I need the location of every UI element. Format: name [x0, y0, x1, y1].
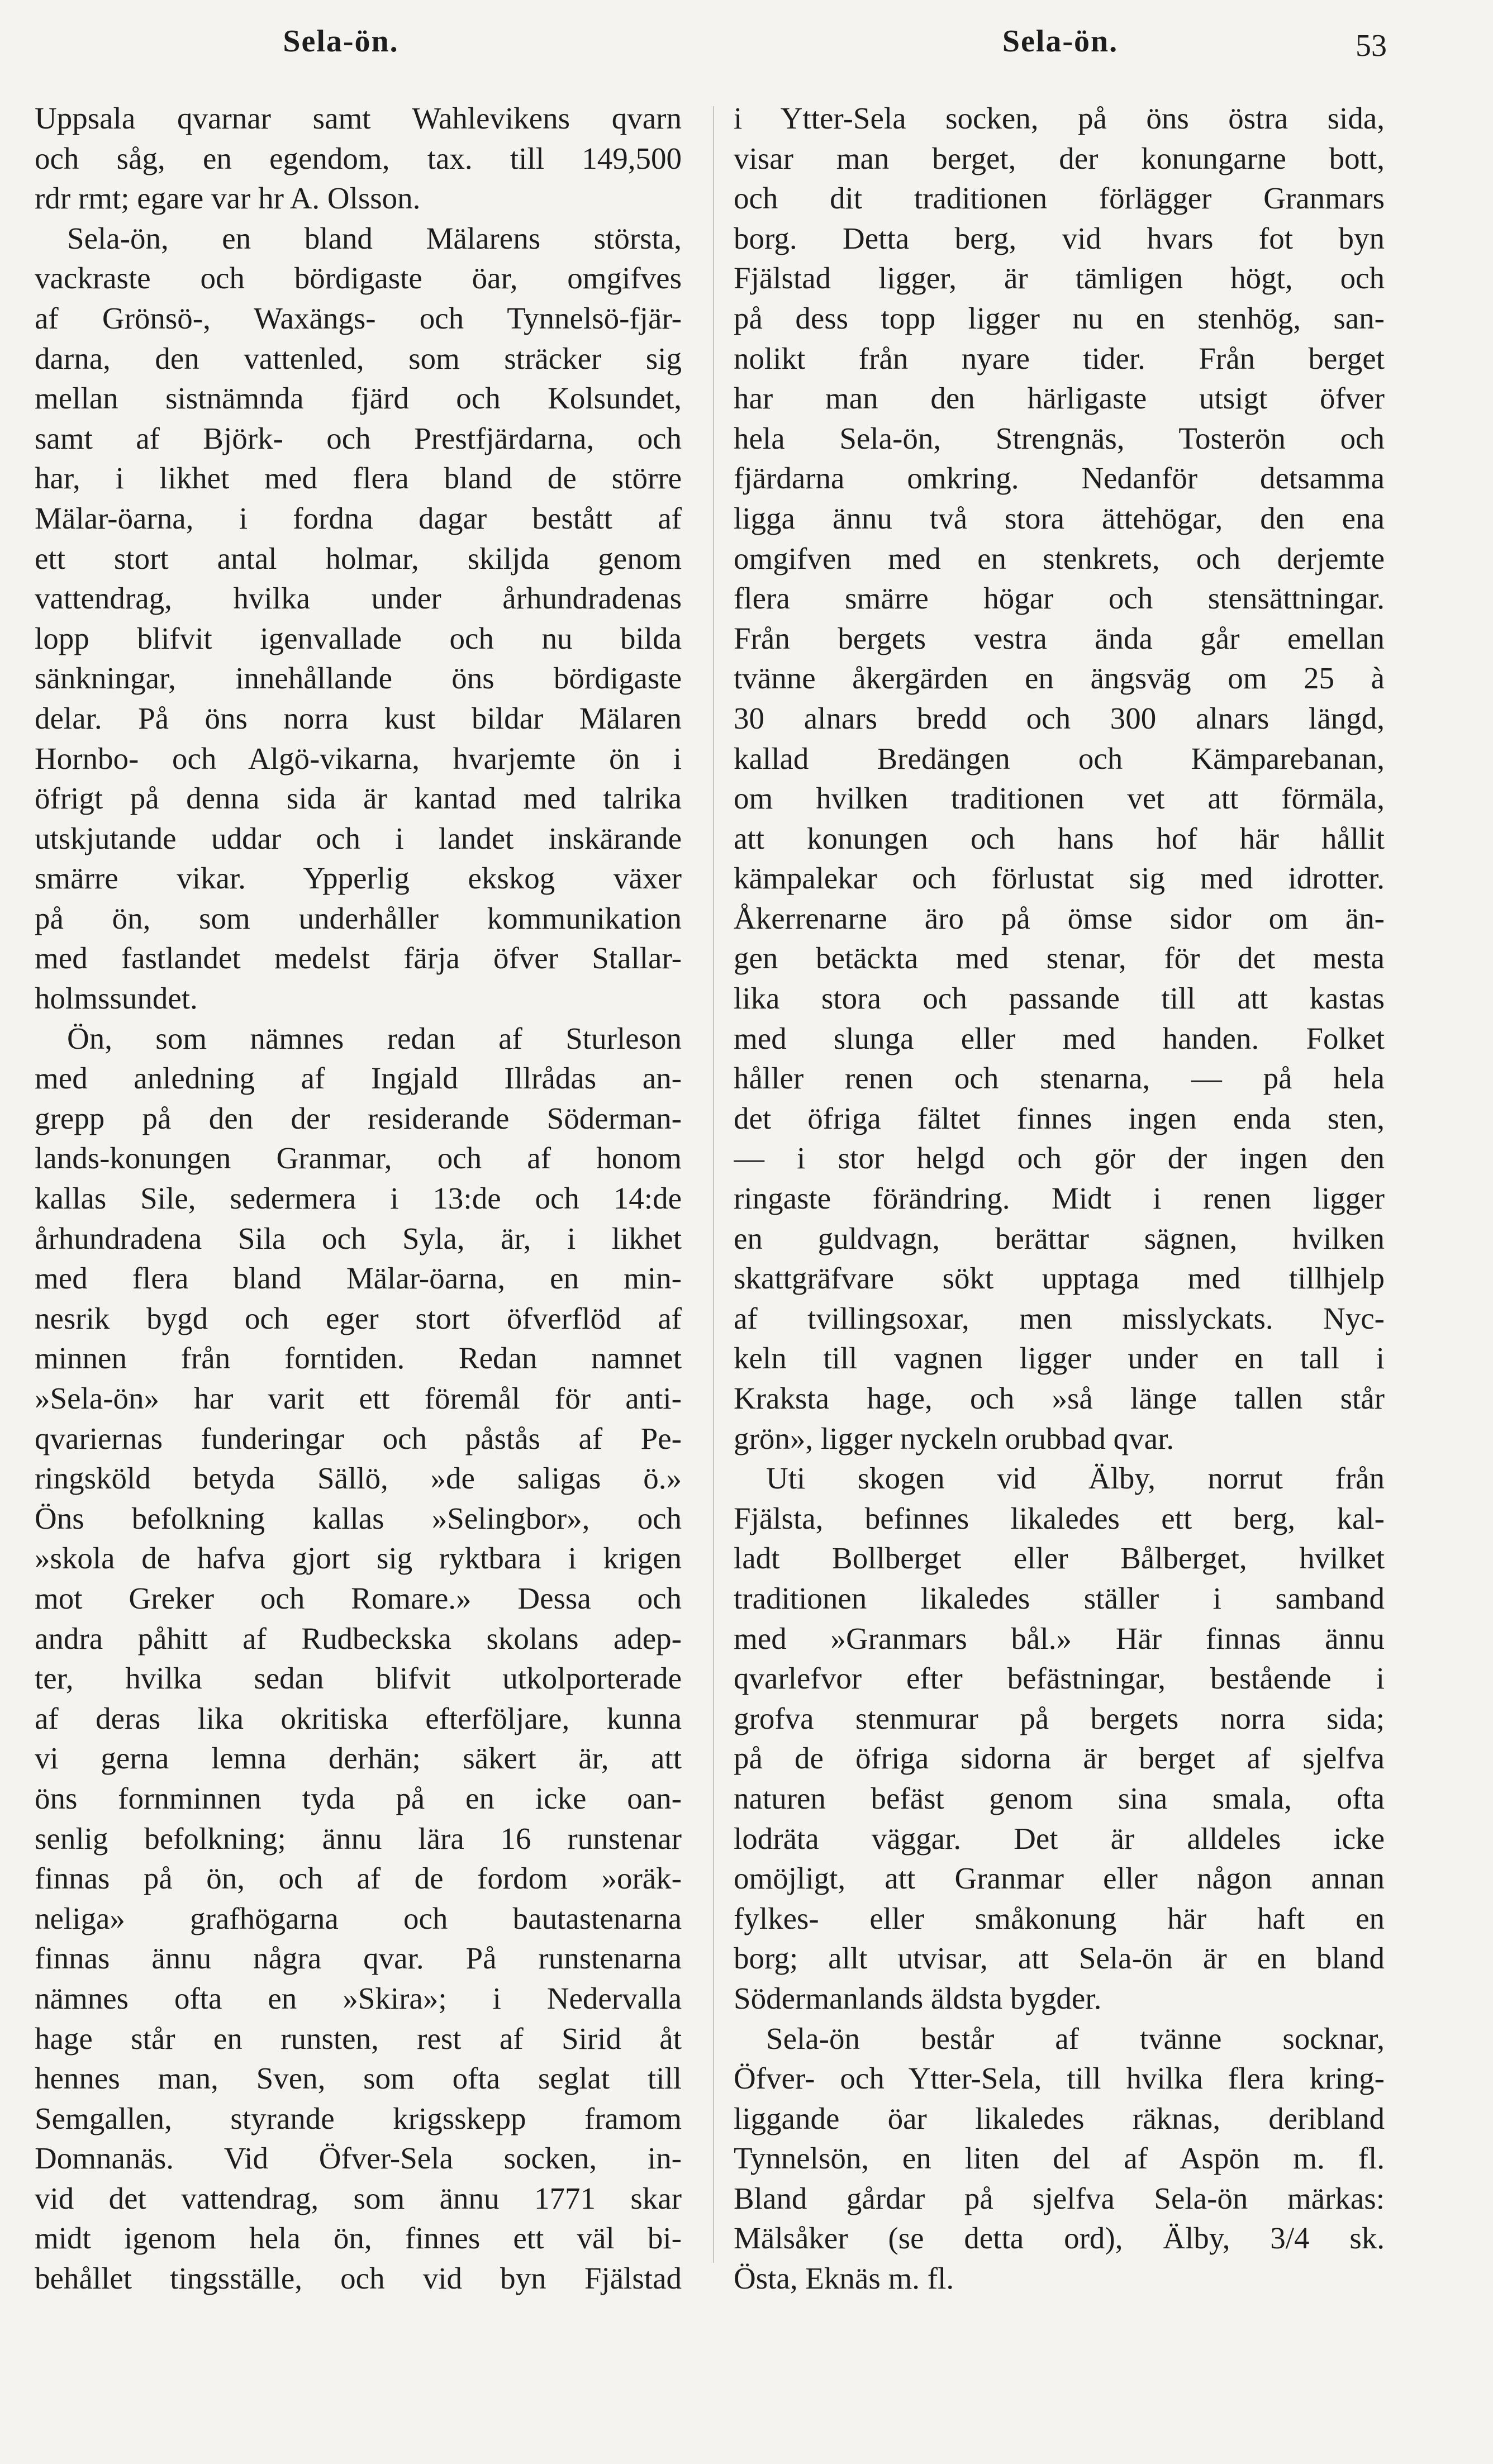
- text-line: sänkningar, innehållande öns bördigaste: [35, 661, 682, 696]
- text-line: Tynnelsön, en liten del af Aspön m. fl.: [734, 2141, 1385, 2176]
- text-line: kämpalekar och förlustat sig med idrotter.: [734, 861, 1385, 896]
- text-line: liggande öar likaledes räknas, deribland: [734, 2101, 1385, 2135]
- text-line: Södermanlands äldsta bygder.: [734, 1981, 1102, 2015]
- text-line: fjärdarna omkring. Nedanför detsamma: [734, 461, 1385, 496]
- text-line: af deras lika okritiska efterföljare, kunna: [35, 1701, 682, 1735]
- text-line: holmssundet.: [35, 981, 198, 1016]
- text-line: qvarlefvor efter befästningar, bestående i: [734, 1661, 1385, 1696]
- text-line: minnen från forntiden. Redan namnet: [35, 1341, 682, 1376]
- text-line: Fjälstad ligger, är tämligen högt, och: [734, 261, 1385, 296]
- text-line: gen betäckta med stenar, för det mesta: [734, 941, 1385, 976]
- column-rule: [713, 106, 714, 2263]
- text-line: Mälsåker (se detta ord), Älby, 3/4 sk.: [734, 2221, 1385, 2256]
- text-line: har man den härligaste utsigt öfver: [734, 381, 1385, 416]
- right-running-head: Sela-ön.: [1002, 24, 1119, 59]
- text-line: flera smärre högar och stensättningar.: [734, 581, 1385, 616]
- text-line: grepp på den der residerande Söderman-: [35, 1101, 682, 1135]
- left-column: [35, 98, 682, 2299]
- text-line: med slunga eller med handen. Folket: [734, 1021, 1385, 1055]
- text-line: vi gerna lemna derhän; säkert är, att: [35, 1741, 682, 1776]
- text-line: en guldvagn, berättar sägnen, hvilken: [734, 1221, 1385, 1255]
- text-line: Domnanäs. Vid Öfver-Sela socken, in-: [35, 2141, 682, 2176]
- text-line: Östa, Eknäs m. fl.: [734, 2261, 954, 2296]
- text-line: håller renen och stenarna, — på hela: [734, 1061, 1385, 1096]
- text-line: ringaste förändring. Midt i renen ligger: [734, 1181, 1385, 1216]
- text-line: ringsköld betyda Sällö, »de saligas ö.»: [35, 1461, 682, 1496]
- text-line: och såg, en egendom, tax. till 149,500: [35, 141, 682, 175]
- text-line: hage står en runsten, rest af Sirid åt: [35, 2021, 682, 2056]
- text-line: traditionen likaledes ställer i samband: [734, 1581, 1385, 1615]
- text-line: visar man berget, der konungarne bott,: [734, 141, 1385, 175]
- text-line: ter, hvilka sedan blifvit utkolporterade: [35, 1661, 682, 1696]
- text-line: — i stor helgd och gör der ingen den: [734, 1141, 1385, 1176]
- text-line: på de öfriga sidorna är berget af sjelfva: [734, 1741, 1385, 1776]
- text-line: rdr rmt; egare var hr A. Olsson.: [35, 181, 421, 216]
- text-line: Från bergets vestra ända går emellan: [734, 621, 1385, 655]
- text-line: nolikt från nyare tider. Från berget: [734, 341, 1385, 375]
- text-line: lodräta väggar. Det är alldeles icke: [734, 1821, 1385, 1856]
- text-line: med anledning af Ingjald Illrådas an-: [35, 1061, 682, 1096]
- text-line: Sela-ön, en bland Mälarens största,: [67, 221, 682, 255]
- text-line: om hvilken traditionen vet att förmäla,: [734, 781, 1385, 816]
- text-line: grön», ligger nyckeln orubbad qvar.: [734, 1421, 1175, 1455]
- text-line: har, i likhet med flera bland de större: [35, 461, 682, 496]
- text-line: Uppsala qvarnar samt Wahlevikens qvarn: [35, 101, 682, 135]
- text-line: med fastlandet medelst färja öfver Stallar-: [35, 941, 682, 976]
- text-line: darna, den vattenled, som sträcker sig: [35, 341, 682, 375]
- text-line: af tvillingsoxar, men misslyckats. Nyc-: [734, 1301, 1385, 1335]
- text-line: qvariernas funderingar och påstås af Pe-: [35, 1421, 682, 1455]
- text-line: samt af Björk- och Prestfjärdarna, och: [35, 421, 682, 455]
- text-line: mellan sistnämnda fjärd och Kolsundet,: [35, 381, 682, 416]
- text-line: det öfriga fältet finnes ingen enda sten,: [734, 1101, 1385, 1135]
- text-line: finnas på ön, och af de fordom »oräk-: [35, 1861, 682, 1896]
- text-line: kallas Sile, sedermera i 13:de och 14:de: [35, 1181, 682, 1216]
- text-line: Åkerrenarne äro på ömse sidor om än-: [734, 901, 1385, 935]
- text-line: vattendrag, hvilka under århundradenas: [35, 581, 682, 616]
- page-number: 53: [1356, 28, 1387, 63]
- text-line: öfrigt på denna sida är kantad med talrika: [35, 781, 682, 816]
- text-line: århundradena Sila och Syla, är, i likhet: [35, 1221, 682, 1255]
- text-line: Hornbo- och Algö-vikarna, hvarjemte ön i: [35, 741, 682, 776]
- left-running-head: Sela-ön.: [283, 24, 399, 59]
- text-line: Uti skogen vid Älby, norrut från: [766, 1461, 1385, 1496]
- text-line: och dit traditionen förlägger Granmars: [734, 181, 1385, 216]
- text-line: kallad Bredängen och Kämparebanan,: [734, 741, 1385, 776]
- text-line: ladt Bollberget eller Bålberget, hvilket: [734, 1541, 1385, 1576]
- text-line: omgifven med en stenkrets, och derjemte: [734, 541, 1385, 575]
- text-line: delar. På öns norra kust bildar Mälaren: [35, 701, 682, 735]
- text-line: Mälar-öarna, i fordna dagar bestått af: [35, 501, 682, 535]
- text-line: omöjligt, att Granmar eller någon annan: [734, 1861, 1385, 1896]
- text-line: utskjutande uddar och i landet inskärande: [35, 821, 682, 855]
- text-line: smärre vikar. Ypperlig ekskog växer: [35, 861, 682, 896]
- text-line: Ön, som nämnes redan af Sturleson: [67, 1021, 682, 1055]
- text-line: med flera bland Mälar-öarna, en min-: [35, 1261, 682, 1296]
- text-line: skattgräfvare sökt upptaga med tillhjelp: [734, 1261, 1385, 1296]
- text-line: lika stora och passande till att kastas: [734, 981, 1385, 1016]
- text-line: fylkes- eller småkonung här haft en: [734, 1901, 1385, 1935]
- text-line: neliga» grafhögarna och bautastenarna: [35, 1901, 682, 1935]
- text-line: midt igenom hela ön, finnes ett väl bi-: [35, 2221, 682, 2256]
- text-line: 30 alnars bredd och 300 alnars längd,: [734, 701, 1385, 735]
- text-line: Fjälsta, befinnes likaledes ett berg, kal-: [734, 1501, 1385, 1535]
- text-line: behållet tingsställe, och vid byn Fjälstad: [35, 2261, 682, 2296]
- text-line: Öns befolkning kallas »Selingbor», och: [35, 1501, 682, 1535]
- text-line: senlig befolkning; ännu lära 16 runstenar: [35, 1821, 682, 1856]
- text-line: grofva stenmurar på bergets norra sida;: [734, 1701, 1385, 1735]
- text-line: borg; allt utvisar, att Sela-ön är en bland: [734, 1941, 1385, 1976]
- text-line: i Ytter-Sela socken, på öns östra sida,: [734, 101, 1385, 135]
- text-line: Kraksta hage, och »så länge tallen står: [734, 1381, 1385, 1415]
- text-line: naturen befäst genom sina smala, ofta: [734, 1781, 1385, 1815]
- text-line: andra påhitt af Rudbeckska skolans adep-: [35, 1621, 682, 1656]
- text-line: Bland gårdar på sjelfva Sela-ön märkas:: [734, 2181, 1385, 2215]
- text-line: af Grönsö-, Waxängs- och Tynnelsö-fjär-: [35, 301, 682, 335]
- text-line: hennes man, Sven, som ofta seglat till: [35, 2061, 682, 2096]
- text-line: lopp blifvit igenvallade och nu bilda: [35, 621, 682, 655]
- text-line: vackraste och bördigaste öar, omgifves: [35, 261, 682, 296]
- text-line: borg. Detta berg, vid hvars fot byn: [734, 221, 1385, 255]
- text-line: lands-konungen Granmar, och af honom: [35, 1141, 682, 1176]
- text-line: »Sela-ön» har varit ett föremål för anti-: [35, 1381, 682, 1415]
- text-line: hela Sela-ön, Strengnäs, Tosterön och: [734, 421, 1385, 455]
- text-line: med »Granmars bål.» Här finnas ännu: [734, 1621, 1385, 1656]
- text-line: på ön, som underhåller kommunikation: [35, 901, 682, 935]
- text-line: Sela-ön består af tvänne socknar,: [766, 2021, 1385, 2056]
- text-line: att konungen och hans hof här hållit: [734, 821, 1385, 855]
- text-line: nämnes ofta en »Skira»; i Nedervalla: [35, 1981, 682, 2015]
- text-line: mot Greker och Romare.» Dessa och: [35, 1581, 682, 1615]
- text-line: på dess topp ligger nu en stenhög, san-: [734, 301, 1385, 335]
- text-line: nesrik bygd och eger stort öfverflöd af: [35, 1301, 682, 1335]
- text-line: ligga ännu två stora ättehögar, den ena: [734, 501, 1385, 535]
- text-line: vid det vattendrag, som ännu 1771 skar: [35, 2181, 682, 2215]
- text-line: »skola de hafva gjort sig ryktbara i krigen: [35, 1541, 682, 1576]
- text-line: Öfver- och Ytter-Sela, till hvilka flera kring-: [734, 2061, 1385, 2096]
- text-line: keln till vagnen ligger under en tall i: [734, 1341, 1385, 1376]
- text-line: Semgallen, styrande krigsskepp framom: [35, 2101, 682, 2135]
- right-column: [734, 98, 1385, 2299]
- text-line: tvänne åkergärden en ängsväg om 25 à: [734, 661, 1385, 696]
- text-line: öns fornminnen tyda på en icke oan-: [35, 1781, 682, 1815]
- text-line: ett stort antal holmar, skiljda genom: [35, 541, 682, 575]
- text-line: finnas ännu några qvar. På runstenarna: [35, 1941, 682, 1976]
